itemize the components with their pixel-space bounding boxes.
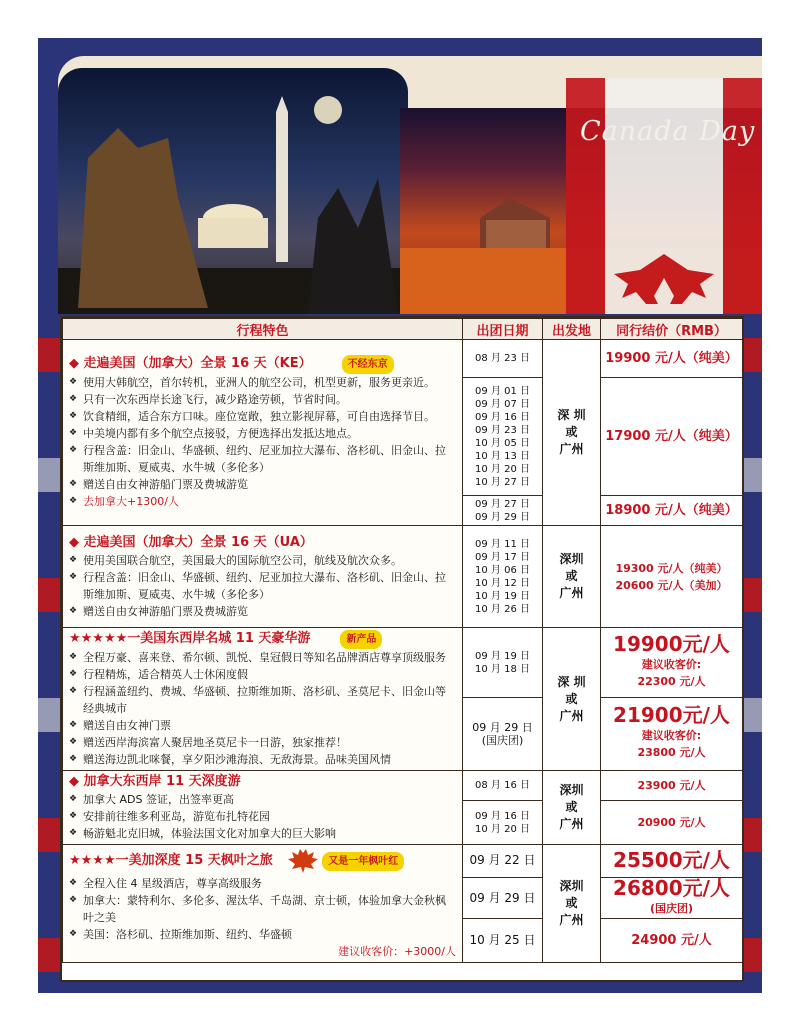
list-item: ❖ 安排前往维多利亚岛，游览布扎特花园	[69, 808, 456, 825]
tour5-date: 09 月 22 日	[463, 845, 543, 878]
tour5-price: 25500元/人	[601, 845, 743, 878]
tour5-price: 24900 元/人	[601, 919, 743, 963]
list-item: ❖ 赠送自由女神门票	[69, 717, 456, 734]
tour4-features	[63, 771, 463, 845]
tour1-price: 19900 元/人（纯美）	[601, 340, 743, 378]
tour2-title: ◆ 走遍美国（加拿大）全景 16 天（UA）	[69, 534, 313, 550]
canada-flag	[566, 78, 762, 314]
table-header-row	[63, 319, 743, 340]
list-item: ❖ 饮食精细，适合东方口味。座位宽敞，独立影视屏幕，可自由选择节目。	[69, 408, 456, 425]
tour-price-table	[60, 316, 744, 982]
tour1-features	[63, 340, 463, 526]
washington-night-photo	[58, 68, 408, 314]
tour5-extra: 建议收客价：+3000/人	[338, 945, 456, 958]
tour5-date: 10 月 25 日	[463, 919, 543, 963]
list-item: ❖ 行程涵盖纽约、费城、华盛顿、拉斯维加斯、洛杉矶、圣莫尼卡、旧金山等经典城市	[69, 683, 456, 717]
tour5-price-note: (国庆团)	[649, 901, 694, 915]
suggest-price: 22300 元/人	[637, 674, 706, 688]
column-header: 行程特色	[63, 319, 463, 340]
tour2-departure: 深圳 或 广州	[543, 526, 601, 628]
tour4-dates: 08 月 16 日	[463, 771, 543, 801]
column-header: 出发地	[543, 319, 601, 340]
tour5-date: 09 月 29 日	[463, 877, 543, 919]
tour4-departure: 深圳 或 广州	[543, 771, 601, 845]
tour4-price: 20900 元/人	[601, 801, 743, 845]
tour5-departure: 深圳 或 广州	[543, 845, 601, 963]
list-item: ❖ 行程含盖：旧金山、华盛顿、纽约、尼亚加拉大瀑布、洛杉矶、旧金山、拉斯维加斯、夏威夷、水牛城（多伦多）	[69, 442, 456, 476]
list-item: ❖ 赠送海边凯北咪餐，享夕阳沙滩海浪、无敌海景。品味美国风情	[69, 751, 456, 768]
list-item: ❖ 只有一次东西岸长途飞行，减少路途劳顿，节省时间。	[69, 391, 456, 408]
tour3-features	[63, 628, 463, 771]
list-item: ❖ 赠送自由女神游船门票及费城游览	[69, 476, 456, 493]
list-item: ❖ 全程万豪、喜来登、希尔顿、凯悦、皇冠假日等知名品牌酒店尊享顶级服务	[69, 649, 456, 666]
list-item: ❖ 美国：洛杉矶、拉斯维加斯、纽约、华盛顿	[69, 926, 456, 943]
tour4-dates: 09 月 16 日 10 月 20 日	[463, 801, 543, 845]
maple-leaf-icon	[566, 78, 762, 314]
tour1-dates: 09 月 01 日 09 月 07 日 09 月 16 日 09 月 23 日 10 月 05 日 10 月 13 日 10 月 20 日 10 月 27 日	[463, 378, 543, 496]
tour1-dates: 09 月 27 日 09 月 29 日	[463, 496, 543, 526]
tour3-dates: 09 月 19 日 10 月 18 日	[463, 628, 543, 698]
tour3-price: 21900元/人	[613, 703, 730, 728]
suggest-label: 建议收客价:	[641, 729, 702, 743]
column-header: 同行结价（RMB）	[601, 319, 743, 340]
tour1-dates: 08 月 23 日	[463, 340, 543, 378]
tour1-price: 18900 元/人（纯美）	[601, 496, 743, 526]
tour3-stars: ★★★★★	[69, 631, 128, 646]
tour3-price-cell	[601, 698, 743, 771]
tour3-price: 19900元/人	[613, 631, 730, 656]
tour3-departure: 深 圳 或 广州	[543, 628, 601, 771]
suggest-price: 23800 元/人	[637, 746, 706, 760]
tour3-price-cell	[601, 628, 743, 698]
tour3-dates-cell	[463, 698, 543, 771]
tour4-title: ◆ 加拿大东西岸 11 天深度游	[69, 774, 241, 789]
list-item: ❖ 畅游魁北克旧城，体验法国文化对加拿大的巨大影响	[69, 825, 456, 842]
maple-leaf-icon	[286, 847, 320, 875]
tour2-price: 19300 元/人（纯美） 20600 元/人（美加）	[601, 526, 743, 628]
tour2-dates: 09 月 11 日 09 月 17 日 10 月 06 日 10 月 12 日 10 月 19 日 10 月 26 日	[463, 526, 543, 628]
tour5-price-cell	[601, 877, 743, 919]
list-item: ❖ 使用大韩航空，首尔转机，亚洲人的航空公司，机型更新，服务更亲近。	[69, 374, 456, 391]
tour1-price: 17900 元/人（纯美）	[601, 378, 743, 496]
tour1-badge: 不经东京	[342, 355, 394, 374]
suggest-label: 建议收客价:	[641, 657, 702, 671]
column-header: 出团日期	[463, 319, 543, 340]
list-item: ❖ 赠送西岸海滨富人聚居地圣莫尼卡一日游，独家推荐！	[69, 734, 456, 751]
list-item: ❖ 赠送自由女神游船门票及费城游览	[69, 603, 456, 620]
tour5-title: 一美加深度 15 天枫叶之旅	[115, 853, 273, 868]
tour3-date: 09 月 29 日	[472, 721, 533, 735]
tour3-badge: 新产品	[340, 630, 382, 649]
list-item: ❖ 使用美国联合航空，美国最大的国际航空公司，航线及航次众多。	[69, 552, 456, 569]
list-item: ❖ 全程入住 4 星级酒店，尊享高级服务	[69, 875, 456, 892]
list-item: ❖ 行程精炼，适合精英人士休闲度假	[69, 666, 456, 683]
tour2-features	[63, 526, 463, 628]
list-item: ❖ 去加拿大+1300/人	[69, 493, 456, 510]
tour1-title: ◆ 走遍美国（加拿大）全景 16 天（KE）	[69, 356, 312, 371]
list-item: ❖ 加拿大 ADS 签证，出签率更高	[69, 791, 456, 808]
washington-scene-illustration	[58, 68, 408, 314]
tour5-badge: 又是一年枫叶红	[322, 852, 404, 871]
tour5-price: 26800元/人	[613, 875, 730, 900]
poster	[38, 38, 762, 993]
list-item: ❖ 中美境内都有多个航空点接驳，方便选择出发抵达地点。	[69, 425, 456, 442]
tour5-features	[63, 845, 463, 963]
list-item: ❖ 行程含盖：旧金山、华盛顿、纽约、尼亚加拉大瀑布、洛杉矶、旧金山、拉斯维加斯、夏威夷、水牛城（多伦多）	[69, 569, 456, 603]
hero-title: Canada Day	[580, 116, 756, 147]
tour5-stars: ★★★★	[69, 853, 116, 868]
tour4-price: 23900 元/人	[601, 771, 743, 801]
tour3-title: 一美国东西岸名城 11 天豪华游	[127, 631, 311, 646]
tour1-departure: 深 圳 或 广州	[543, 340, 601, 526]
tour3-date-note: (国庆团)	[481, 734, 524, 748]
list-item: ❖ 加拿大：蒙特利尔、多伦多、渥汰华、千岛湖、京士顿，体验加拿大金秋枫叶之美	[69, 892, 456, 926]
